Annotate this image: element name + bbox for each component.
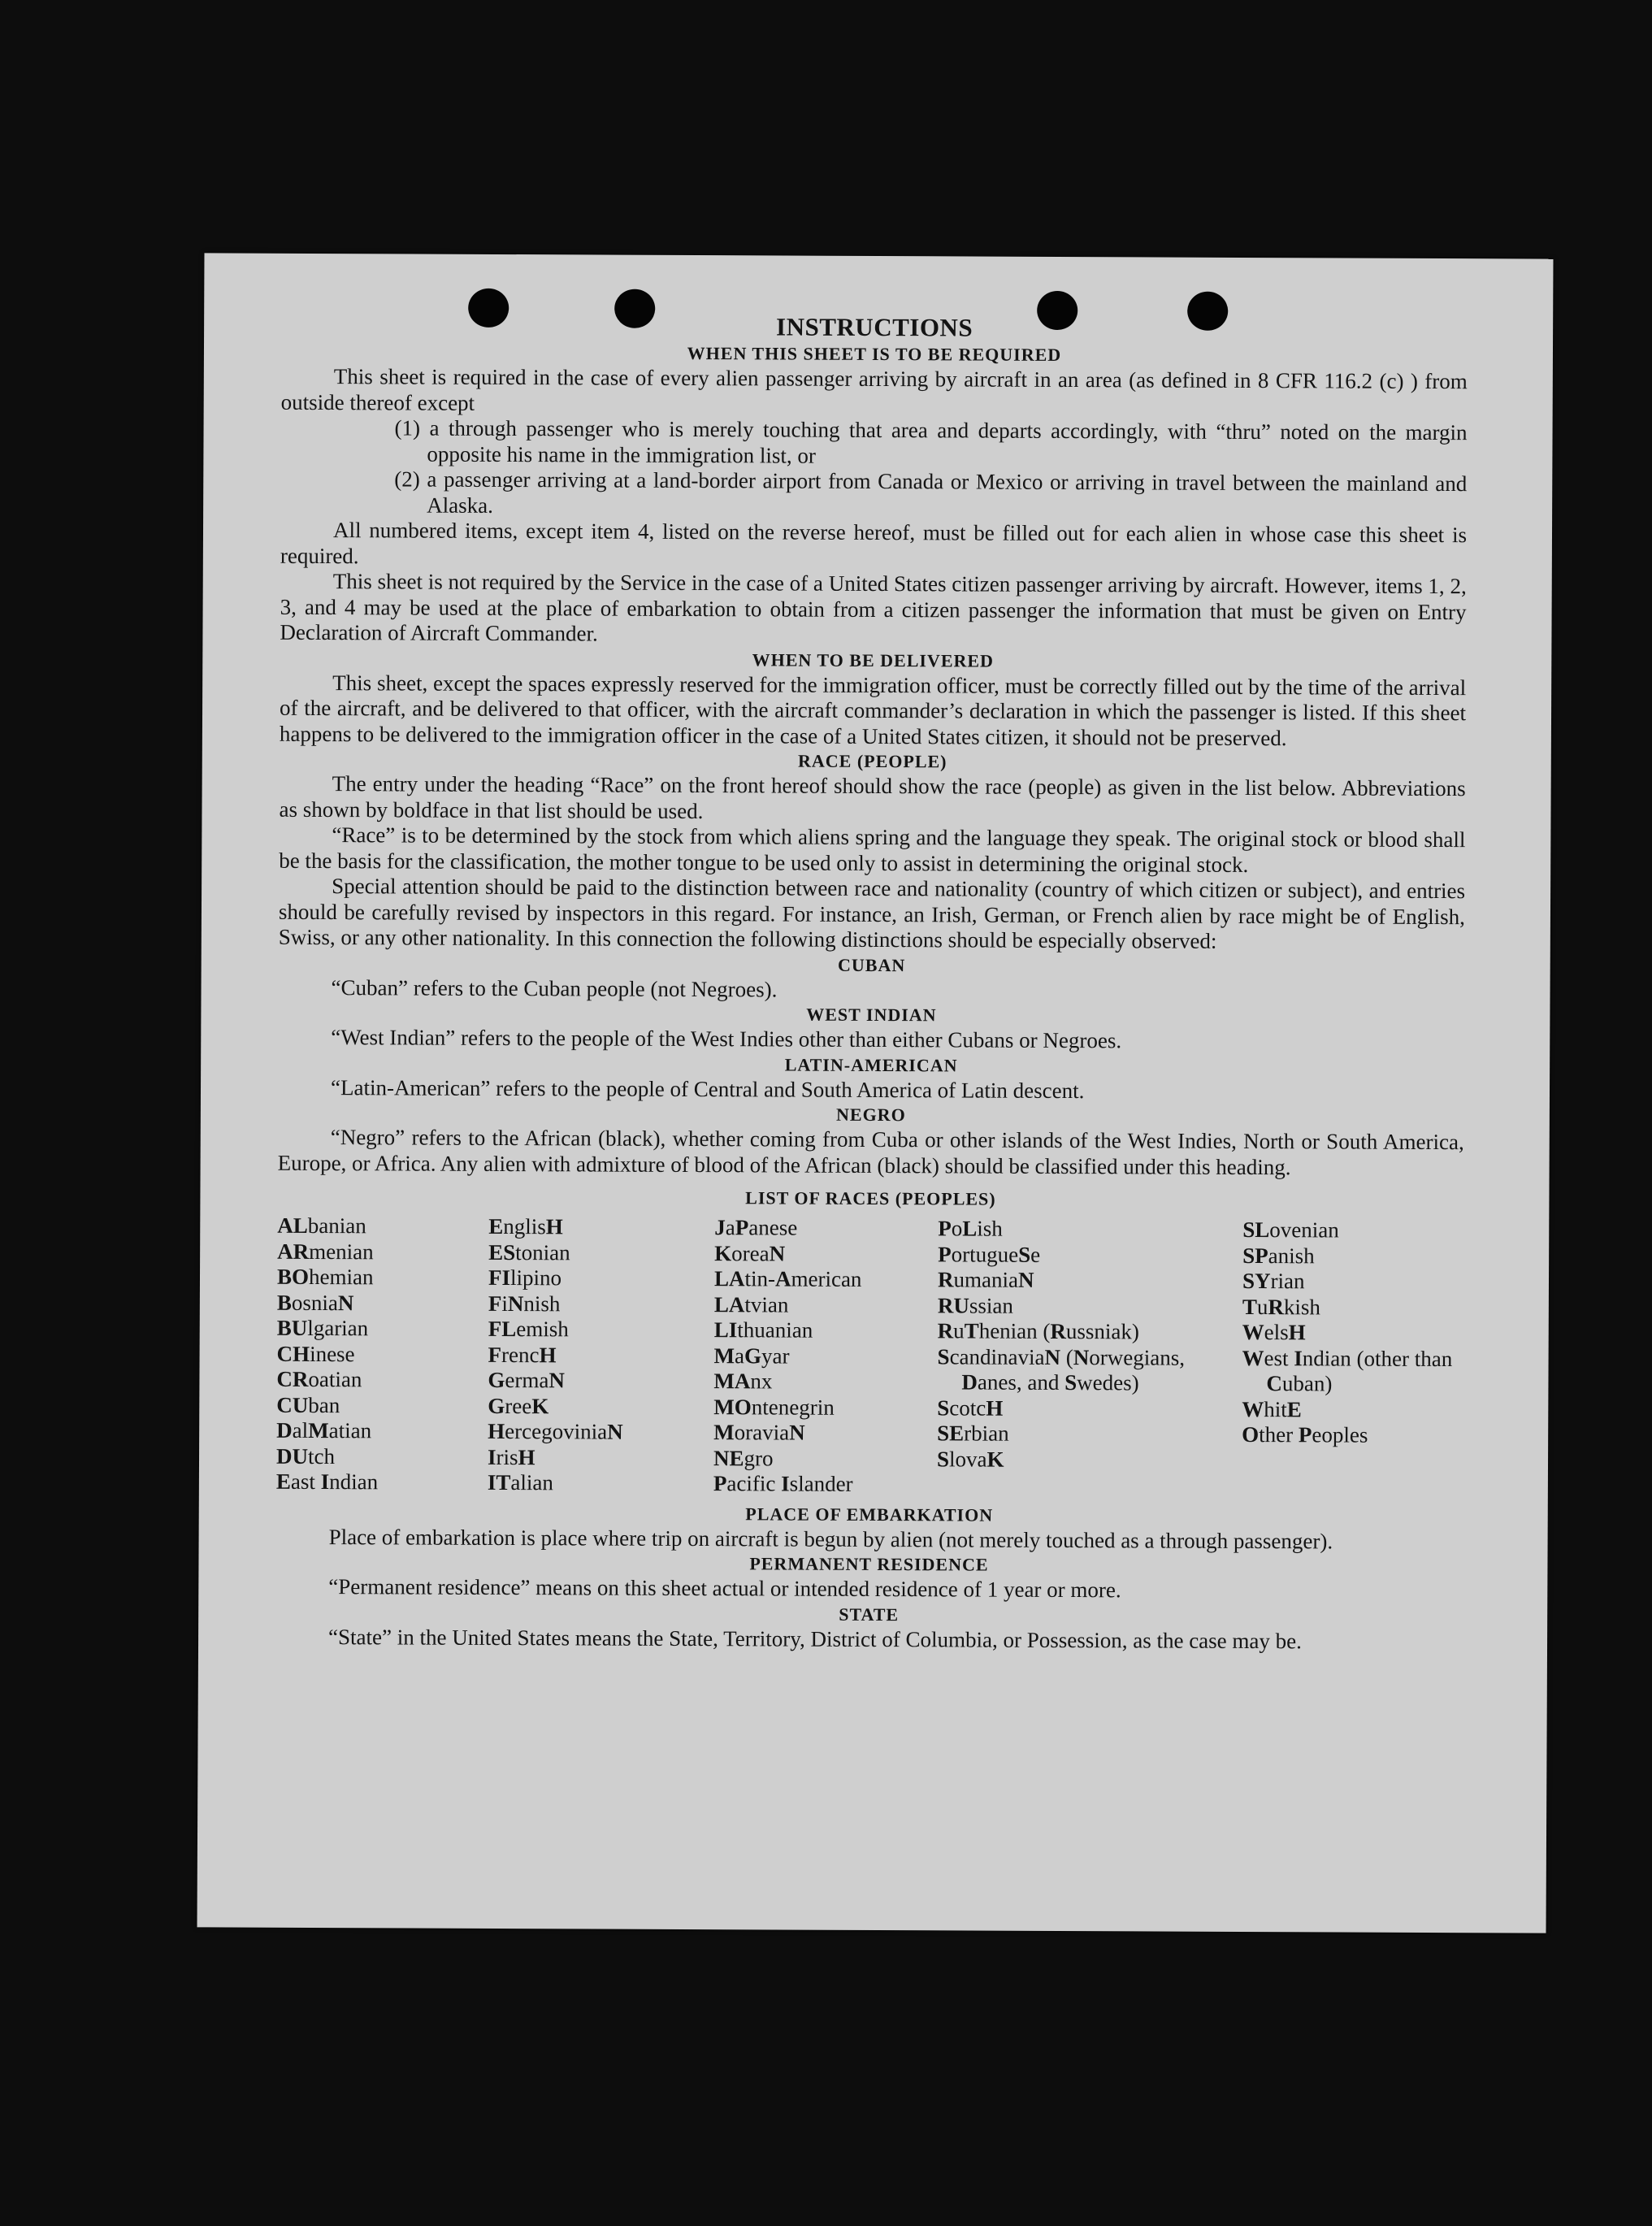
race-entry: DalMatian bbox=[276, 1417, 372, 1443]
exception-item-2: (2) a passenger arriving at a land-border airport from Canada or Mexico or arriving in travel between the mainland and Alaska. bbox=[394, 466, 1468, 518]
race-entry: FiNnish bbox=[488, 1291, 561, 1316]
race-paragraph-3: Special attention should be paid to the distinction between race and nationality (country of which citizen or subject), and entries should be carefully revised by inspectors in this regard. For instance, an Irish, German, or French alien by race might be of English, Swiss, or any other nationality. In this connection the following distinctions should be especially observed: bbox=[278, 874, 1466, 953]
race-entry: FIlipino bbox=[488, 1265, 562, 1291]
race-paragraph-1: The entry under the heading “Race” on the front hereof should show the race (people) as given in the list below. Abbreviations as shown by boldface in that list should be used. bbox=[279, 771, 1466, 823]
race-entry: SlovaK bbox=[936, 1446, 1004, 1472]
race-entry: CHinese bbox=[276, 1341, 355, 1366]
race-entry: SLovenian bbox=[1242, 1217, 1339, 1243]
embarkation-paragraph: Place of embarkation is place where trip on aircraft is begun by alien (not merely touched as a through passenger). bbox=[328, 1524, 1333, 1553]
race-entry: BOhemian bbox=[276, 1264, 374, 1290]
section-heading-cuban: CUBAN bbox=[838, 954, 906, 975]
section-heading-state: STATE bbox=[839, 1603, 900, 1625]
section-heading-residence: PERMANENT RESIDENCE bbox=[749, 1553, 989, 1575]
race-entry: ARmenian bbox=[277, 1239, 374, 1264]
races-column-3 bbox=[713, 1215, 939, 1498]
races-list bbox=[276, 1213, 1463, 1500]
race-entry: ScotcH bbox=[937, 1395, 1004, 1421]
state-paragraph: “State” in the United States means the State, Territory, District of Columbia, or Possession, as the case may be. bbox=[328, 1624, 1302, 1653]
race-entry: JaPanese bbox=[714, 1215, 798, 1240]
race-entry: Pacific Islander bbox=[713, 1471, 853, 1496]
race-entry: MoraviaN bbox=[713, 1420, 805, 1445]
race-entry: FLemish bbox=[488, 1316, 569, 1342]
race-entry: CUban bbox=[276, 1392, 340, 1417]
race-entry: SErbian bbox=[937, 1421, 1009, 1446]
race-entry: ALbanian bbox=[277, 1213, 366, 1239]
race-entry: BUlgarian bbox=[276, 1315, 369, 1341]
race-entry: PortugueSe bbox=[938, 1241, 1041, 1267]
races-column-4 bbox=[937, 1216, 1243, 1499]
race-entry: IrisH bbox=[487, 1444, 535, 1469]
race-entry: WhitE bbox=[1242, 1396, 1302, 1421]
races-column-1 bbox=[276, 1213, 489, 1496]
exception-item-1: (1) a through passenger who is merely touching that area and departs accordingly, with “thru” noted on the margin opposite his name in the immigration list, or bbox=[394, 415, 1468, 468]
section-heading-west-indian: WEST INDIAN bbox=[806, 1004, 937, 1026]
race-entry: RUssian bbox=[937, 1292, 1013, 1318]
race-entry: SPanish bbox=[1242, 1243, 1315, 1268]
race-entry: LAtin-American bbox=[713, 1266, 862, 1291]
sheet-content bbox=[275, 310, 1468, 1655]
race-entry: NEgro bbox=[713, 1445, 774, 1470]
section-heading-list-of-races: LIST OF RACES (PEOPLES) bbox=[745, 1187, 996, 1209]
race-entry: RuThenian (Russniak) bbox=[937, 1318, 1140, 1344]
race-entry: MOntenegrin bbox=[713, 1394, 835, 1420]
race-entry: GermaN bbox=[488, 1367, 566, 1393]
race-entry: LAtvian bbox=[713, 1291, 789, 1317]
race-entry: EStonian bbox=[488, 1239, 570, 1265]
race-entry: RumaniaN bbox=[937, 1267, 1034, 1292]
race-entry: CRoatian bbox=[276, 1366, 362, 1392]
race-entry: MaGyar bbox=[713, 1343, 790, 1369]
latin-american-paragraph: “Latin-American” refers to the people of Central and South America of Latin descent. bbox=[330, 1074, 1085, 1103]
section-heading-when-required: WHEN THIS SHEET IS TO BE REQUIRED bbox=[687, 342, 1062, 365]
race-entry: East Indian bbox=[275, 1469, 379, 1495]
residence-paragraph: “Permanent residence” means on this sheet actual or intended residence of 1 year or more. bbox=[328, 1574, 1121, 1603]
section-heading-negro: NEGRO bbox=[835, 1104, 906, 1126]
race-entry: PoLish bbox=[938, 1216, 1003, 1241]
races-column-5 bbox=[1242, 1217, 1464, 1500]
race-entry: GreeK bbox=[488, 1393, 549, 1418]
race-entry: EnglisH bbox=[488, 1213, 563, 1239]
citizen-paragraph: This sheet is not required by the Service in the case of a United States citizen passenger arriving by aircraft. However, items 1, 2, 3, and 4 may be used at the place of embarkation to obtain from a citizen passenger the information that must be given on Entry Declaration of Aircraft Commander. bbox=[280, 569, 1467, 646]
race-entry: West Indian (other than Cuban) bbox=[1242, 1345, 1453, 1396]
instruction-sheet bbox=[197, 253, 1554, 1933]
when-delivered-paragraph: This sheet, except the spaces expressly reserved for the immigration officer, must be correctly filled out by the time of the arrival of the aircraft, and be delivered to that officer, with the aircraft commander’s declaration in which the passenger is listed. If this sheet happens to be delivered to the immigration officer in the case of a United States citizen, it should not be preserved. bbox=[279, 670, 1467, 750]
cuban-paragraph: “Cuban” refers to the Cuban people (not Negroes). bbox=[331, 974, 778, 1001]
page-title: INSTRUCTIONS bbox=[776, 312, 973, 342]
races-column-2 bbox=[488, 1214, 715, 1497]
race-entry: WelsH bbox=[1242, 1319, 1306, 1345]
race-entry: SYrian bbox=[1242, 1268, 1305, 1294]
race-entry: LIthuanian bbox=[713, 1317, 813, 1343]
race-entry: BosniaN bbox=[276, 1290, 354, 1315]
negro-paragraph: “Negro” refers to the African (black), whether coming from Cuba or other islands of the West Indies, North or South America, Europe, or Africa. Any alien with admixture of blood of the African (black) should be classified under this heading. bbox=[277, 1125, 1464, 1179]
race-entry: ITalian bbox=[487, 1469, 553, 1495]
race-entry: FrencH bbox=[488, 1342, 557, 1367]
west-indian-paragraph: “West Indian” refers to the people of the West Indies other than either Cubans or Negroes. bbox=[331, 1025, 1122, 1053]
race-paragraph-2: “Race” is to be determined by the stock from which aliens spring and the language they speak. The original stock or blood shall be the basis for the classification, the mother tongue to be used only to assist in determining the original stock. bbox=[279, 822, 1466, 877]
race-entry: TuRkish bbox=[1242, 1294, 1320, 1319]
section-heading-when-delivered: WHEN TO BE DELIVERED bbox=[752, 649, 995, 671]
section-heading-latin-american: LATIN-AMERICAN bbox=[784, 1054, 958, 1075]
race-entry: KoreaN bbox=[714, 1240, 786, 1266]
race-entry: ScandinaviaN (Norwegians, Danes, and Swedes) bbox=[937, 1343, 1186, 1395]
section-heading-race: RACE (PEOPLE) bbox=[797, 750, 947, 772]
section-heading-embarkation: PLACE OF EMBARKATION bbox=[745, 1503, 994, 1525]
race-entry: DUtch bbox=[275, 1443, 336, 1469]
numbered-items-paragraph: All numbered items, except item 4, listed on the reverse hereof, must be filled out for each alien in whose case this sheet is required. bbox=[280, 518, 1468, 568]
race-entry: MAnx bbox=[713, 1369, 773, 1394]
race-entry: Other Peoples bbox=[1242, 1421, 1368, 1447]
when-required-intro: This sheet is required in the case of every alien passenger arriving by aircraft in an area (as defined in 8 CFR 116.2 (c) ) from outside thereof except bbox=[280, 364, 1468, 415]
race-entry: HercegoviniaN bbox=[488, 1418, 623, 1444]
